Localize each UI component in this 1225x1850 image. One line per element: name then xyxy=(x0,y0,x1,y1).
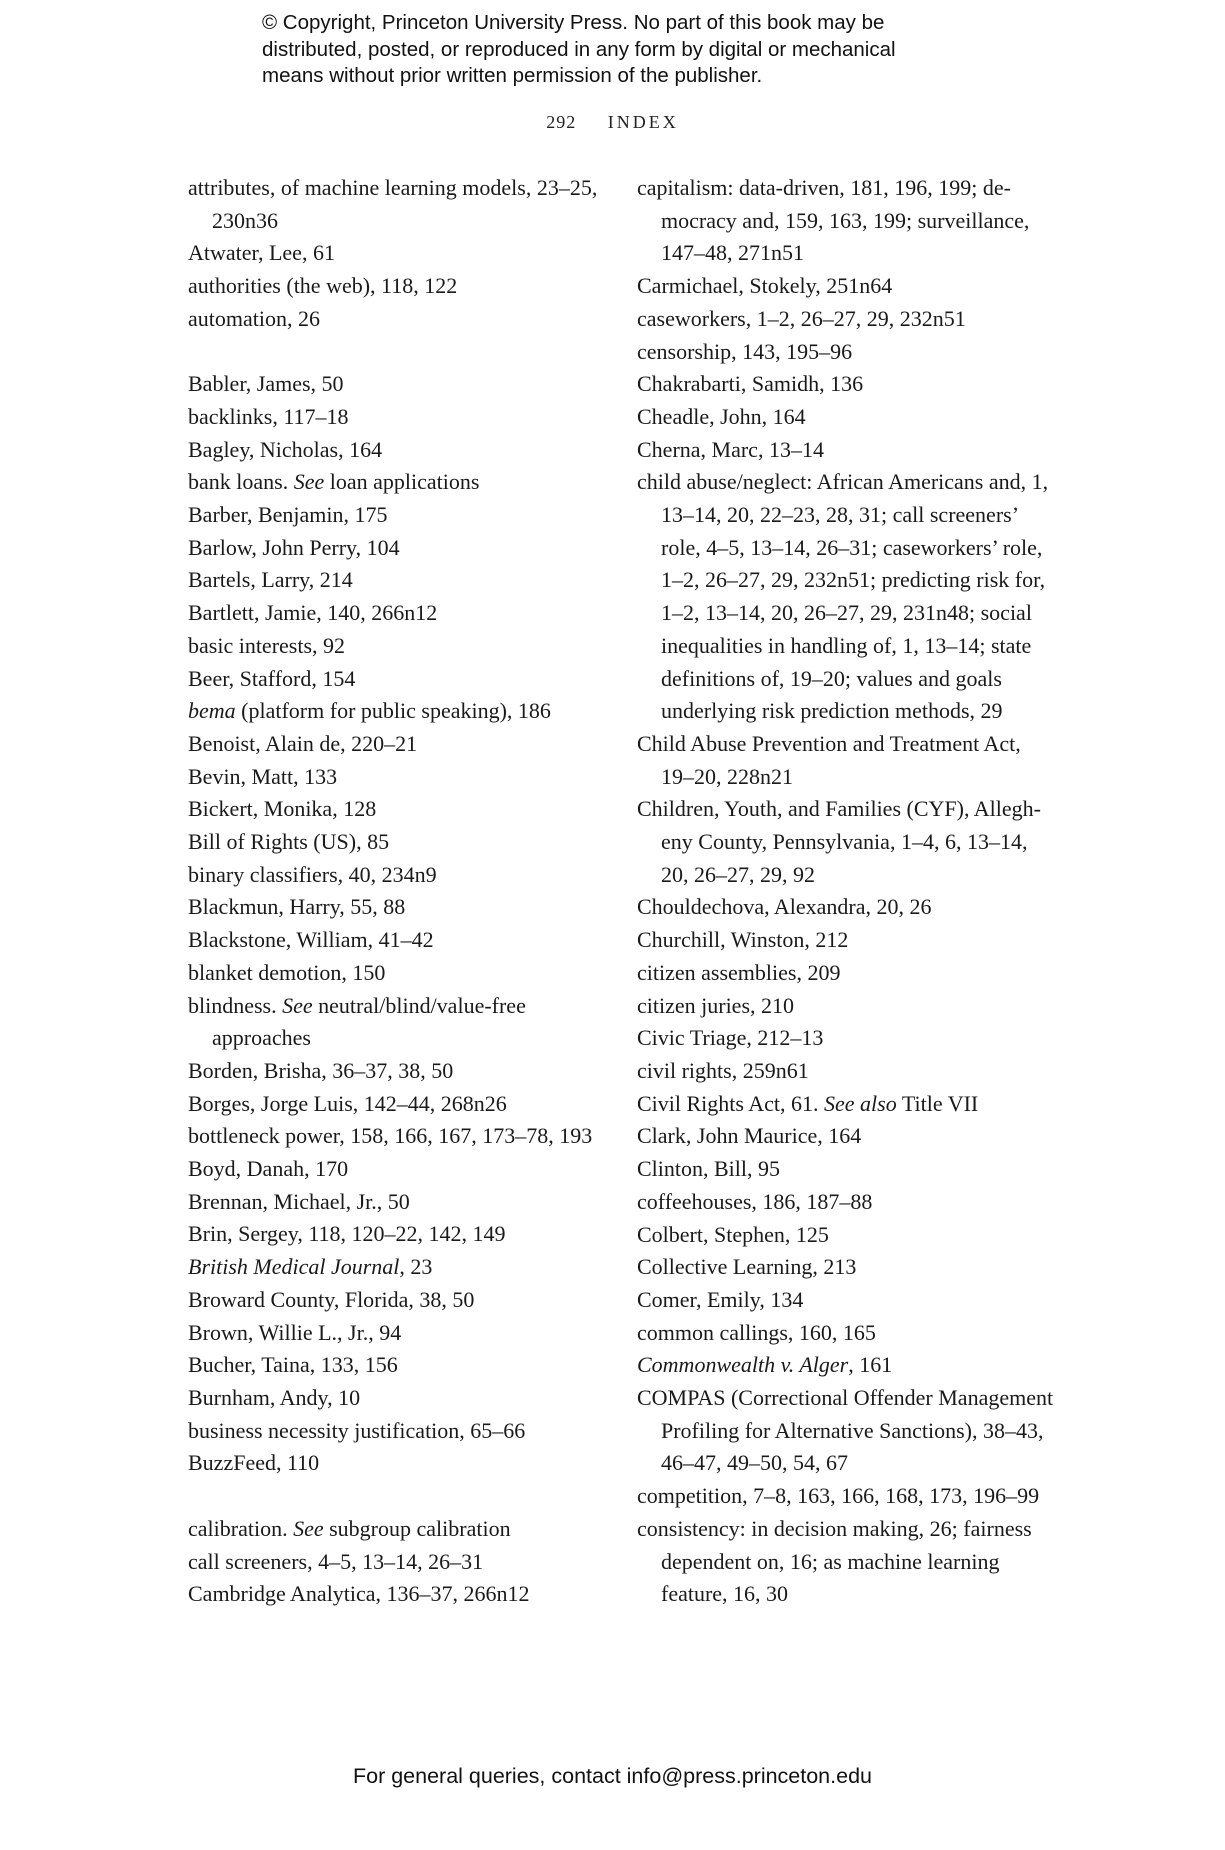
index-entry: automation, 26 xyxy=(188,305,320,331)
index-entry: child abuse/neglect: African Americans and, 1, 13–14, 20, 22–23, 28, 31; call screeners’ role, 4–5, 13–14, 26–31; caseworkers’ role, 1–2, 26–27, 29, 232n51; predicting risk for, 1–2, 13–14, 20, 26–27, 29, 231n48; social inequalities in handling of, 1, 13–14; state definitions of, 19–20; values and goals underlying risk prediction methods, 29 xyxy=(637,469,1049,724)
index-entry: basic interests, 92 xyxy=(188,632,346,658)
index-entry: citizen juries, 210 xyxy=(637,992,795,1018)
index-entry: blanket demotion, 150 xyxy=(188,959,386,985)
section-title: INDEX xyxy=(607,112,679,132)
index-entry: Brown, Willie L., Jr., 94 xyxy=(188,1319,402,1345)
index-entry: Borges, Jorge Luis, 142–44, 268n26 xyxy=(188,1090,507,1116)
index-entry: blindness. See neutral/blind/value-free approaches xyxy=(188,992,526,1051)
letter-group-gap xyxy=(188,1480,618,1513)
index-entry: Cambridge Analytica, 136–37, 266n12 xyxy=(188,1581,530,1607)
index-entry: Colbert, Stephen, 125 xyxy=(637,1221,829,1247)
index-column-right xyxy=(637,172,1057,1611)
index-entry: Churchill, Winston, 212 xyxy=(637,927,849,953)
index-entry: British Medical Journal, 23 xyxy=(188,1254,433,1280)
index-entry: competition, 7–8, 163, 166, 168, 173, 196–99 xyxy=(637,1483,1040,1509)
index-entry: Collective Learning, 213 xyxy=(637,1254,857,1280)
index-entry: Broward County, Florida, 38, 50 xyxy=(188,1286,475,1312)
index-entry: Brin, Sergey, 118, 120–22, 142, 149 xyxy=(188,1221,506,1247)
index-column-left xyxy=(188,172,618,1611)
index-entry: Chouldechova, Alexandra, 20, 26 xyxy=(637,894,932,920)
index-entry: Bucher, Taina, 133, 156 xyxy=(188,1352,398,1378)
index-entry: Civil Rights Act, 61. See also Title VII xyxy=(637,1090,979,1116)
index-entry: censorship, 143, 195–96 xyxy=(637,338,853,364)
index-entry: Brennan, Michael, Jr., 50 xyxy=(188,1188,410,1214)
index-entry: backlinks, 117–18 xyxy=(188,403,349,429)
index-entry: citizen assemblies, 209 xyxy=(637,959,841,985)
index-entry: consistency: in decision making, 26; fairness dependent on, 16; as machine learning feature, 16, 30 xyxy=(637,1515,1032,1607)
copyright-notice xyxy=(262,10,982,90)
index-entry: Barber, Benjamin, 175 xyxy=(188,502,388,528)
index-entry: Atwater, Lee, 61 xyxy=(188,240,335,266)
index-entry: Barlow, John Perry, 104 xyxy=(188,534,400,560)
index-entry: Burnham, Andy, 10 xyxy=(188,1385,361,1410)
letter-group-gap xyxy=(188,336,618,369)
index-entry: Beer, Stafford, 154 xyxy=(188,665,356,691)
index-entry: Carmichael, Stokely, 251n64 xyxy=(637,273,893,299)
index-entry: Bagley, Nicholas, 164 xyxy=(188,436,383,462)
index-entry: COMPAS (Correctional Offender Management Profiling for Alternative Sanctions), 38–43, 46–47, 49–50, 54, 67 xyxy=(637,1385,1054,1476)
index-entry: Borden, Brisha, 36–37, 38, 50 xyxy=(188,1057,454,1083)
index-entry: capitalism: data-driven, 181, 196, 199; democracy and, 159, 163, 199; surveillance, 147–48, 271n51 xyxy=(637,175,1030,266)
index-entry: Bevin, Matt, 133 xyxy=(188,763,338,789)
index-entry: Comer, Emily, 134 xyxy=(637,1286,804,1312)
index-entry: civil rights, 259n61 xyxy=(637,1057,809,1083)
index-entry: Blackstone, William, 41–42 xyxy=(188,927,434,953)
index-entry: Commonwealth v. Alger, 161 xyxy=(637,1352,893,1378)
index-entry: bema (platform for public speaking), 186 xyxy=(188,698,551,724)
index-entry: Bartels, Larry, 214 xyxy=(188,567,353,593)
index-entry: Chakrabarti, Samidh, 136 xyxy=(637,371,864,397)
index-entry: bottleneck power, 158, 166, 167, 173–78, 193 xyxy=(188,1123,593,1149)
index-entry: Clark, John Maurice, 164 xyxy=(637,1123,862,1149)
index-entry: coffeehouses, 186, 187–88 xyxy=(637,1188,873,1214)
index-entry: Children, Youth, and Families (CYF), Allegheny County, Pennsylvania, 1–4, 6, 13–14, 20, 26–27, 29, 92 xyxy=(637,796,1041,887)
index-entry: Babler, James, 50 xyxy=(188,371,344,397)
index-entry: Bartlett, Jamie, 140, 266n12 xyxy=(188,600,438,626)
index-entry: Blackmun, Harry, 55, 88 xyxy=(188,894,406,920)
running-head xyxy=(0,112,1225,133)
index-entry: business necessity justification, 65–66 xyxy=(188,1417,526,1443)
index-entry: calibration. See subgroup calibration xyxy=(188,1515,511,1541)
index-entry: call screeners, 4–5, 13–14, 26–31 xyxy=(188,1548,484,1574)
index-entry: Cherna, Marc, 13–14 xyxy=(637,436,824,462)
index-entry: binary classifiers, 40, 234n9 xyxy=(188,861,437,887)
index-entry: Civic Triage, 212–13 xyxy=(637,1025,824,1051)
index-entry: Benoist, Alain de, 220–21 xyxy=(188,730,418,756)
index-entry: Bill of Rights (US), 85 xyxy=(188,829,390,855)
index-entry: authorities (the web), 118, 122 xyxy=(188,273,458,299)
index-entry: caseworkers, 1–2, 26–27, 29, 232n51 xyxy=(637,305,966,331)
index-entry: bank loans. See loan applications xyxy=(188,469,480,495)
copyright-line-1: © Copyright, Princeton University Press. No part of this book may be xyxy=(262,11,885,34)
footer-contact: For general queries, contact info@press.princeton.edu xyxy=(352,1764,872,1788)
index-entry: Clinton, Bill, 95 xyxy=(637,1156,781,1182)
index-entry: common callings, 160, 165 xyxy=(637,1319,876,1345)
index-entry: attributes, of machine learning models, 23–25, 230n36 xyxy=(188,175,598,233)
copyright-line-2: distributed, posted, or reproduced in any form by digital or mechanical xyxy=(262,37,896,61)
index-entry: BuzzFeed, 110 xyxy=(188,1450,320,1476)
page-number: 292 xyxy=(546,112,577,132)
copyright-line-3: means without prior written permission of the publisher. xyxy=(262,64,763,87)
index-entry: Boyd, Danah, 170 xyxy=(188,1156,349,1182)
index-entry: Cheadle, John, 164 xyxy=(637,403,806,429)
index-entry: Bickert, Monika, 128 xyxy=(188,796,377,822)
index-entry: Child Abuse Prevention and Treatment Act, 19–20, 228n21 xyxy=(637,730,1021,789)
